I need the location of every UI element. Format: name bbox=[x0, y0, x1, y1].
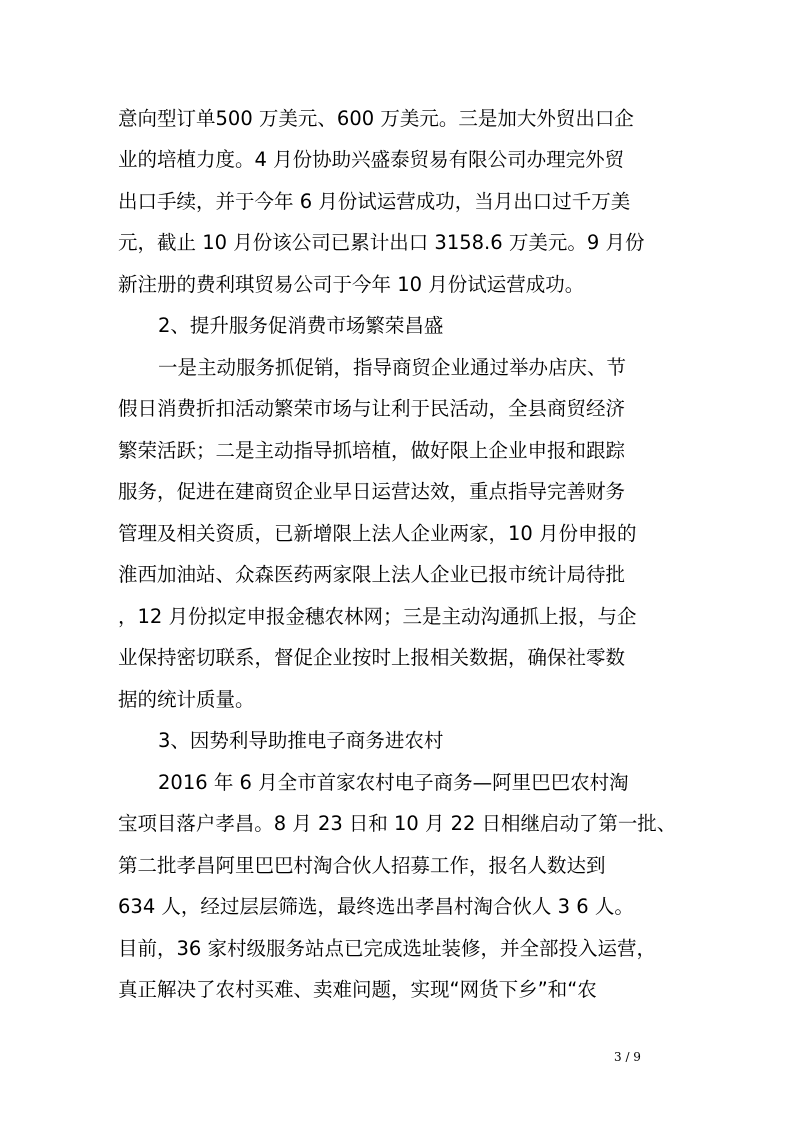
text-line: 淮西加油站、众森医药两家限上法人企业已报市统计局待批 bbox=[118, 563, 626, 586]
text-line: 第二批孝昌阿里巴巴村淘合伙人招募工作，报名人数达到 bbox=[118, 854, 606, 877]
text-line: 繁荣活跃；二是主动指导抓培植，做好限上企业申报和跟踪 bbox=[118, 439, 626, 462]
text-line: 业的培植力度。4 月份协助兴盛泰贸易有限公司办理完外贸 bbox=[118, 148, 625, 171]
text-line: 宝项目落户孝昌。8 月 23 日和 10 月 22 日相继启动了第一批、 bbox=[118, 812, 677, 835]
page-number: 3 / 9 bbox=[614, 1050, 641, 1064]
text-line: 634 人，经过层层筛选，最终选出孝昌村淘合伙人 3 6 人。 bbox=[118, 895, 634, 918]
text-line: 元，截止 10 月份该公司已累计出口 3158.6 万美元。9 月份 bbox=[118, 231, 645, 254]
text-line: 服务，促进在建商贸企业早日运营达效，重点指导完善财务 bbox=[118, 480, 626, 503]
section-heading: 2、提升服务促消费市场繁荣昌盛 bbox=[158, 314, 444, 337]
text-line: ，12 月份拟定申报金穗农林网；三是主动沟通抓上报，与企 bbox=[118, 605, 637, 628]
text-line: 出口手续，并于今年 6 月份试运营成功，当月出口过千万美 bbox=[118, 190, 631, 213]
text-line: 据的统计质量。 bbox=[118, 688, 255, 711]
text-line: 管理及相关资质，已新增限上法人企业两家，10 月份申报的 bbox=[118, 522, 637, 545]
text-line: 新注册的费利琪贸易公司于今年 10 月份试运营成功。 bbox=[118, 273, 585, 296]
text-line: 目前，36 家村级服务站点已完成选址装修，并全部投入运营， bbox=[118, 937, 657, 960]
text-line: 一是主动服务抓促销，指导商贸企业通过举办店庆、节 bbox=[158, 356, 627, 379]
text-line: 业保持密切联系，督促企业按时上报相关数据，确保社零数 bbox=[118, 646, 626, 669]
text-line: 真正解决了农村买难、卖难问题，实现“网货下乡”和“农 bbox=[118, 978, 597, 1001]
text-line: 2016 年 6 月全市首家农村电子商务—阿里巴巴农村淘 bbox=[158, 771, 629, 794]
text-line: 意向型订单500 万美元、600 万美元。三是加大外贸出口企 bbox=[118, 107, 634, 130]
text-line: 假日消费折扣活动繁荣市场与让利于民活动，全县商贸经济 bbox=[118, 397, 626, 420]
section-heading: 3、因势利导助推电子商务进农村 bbox=[158, 729, 444, 752]
